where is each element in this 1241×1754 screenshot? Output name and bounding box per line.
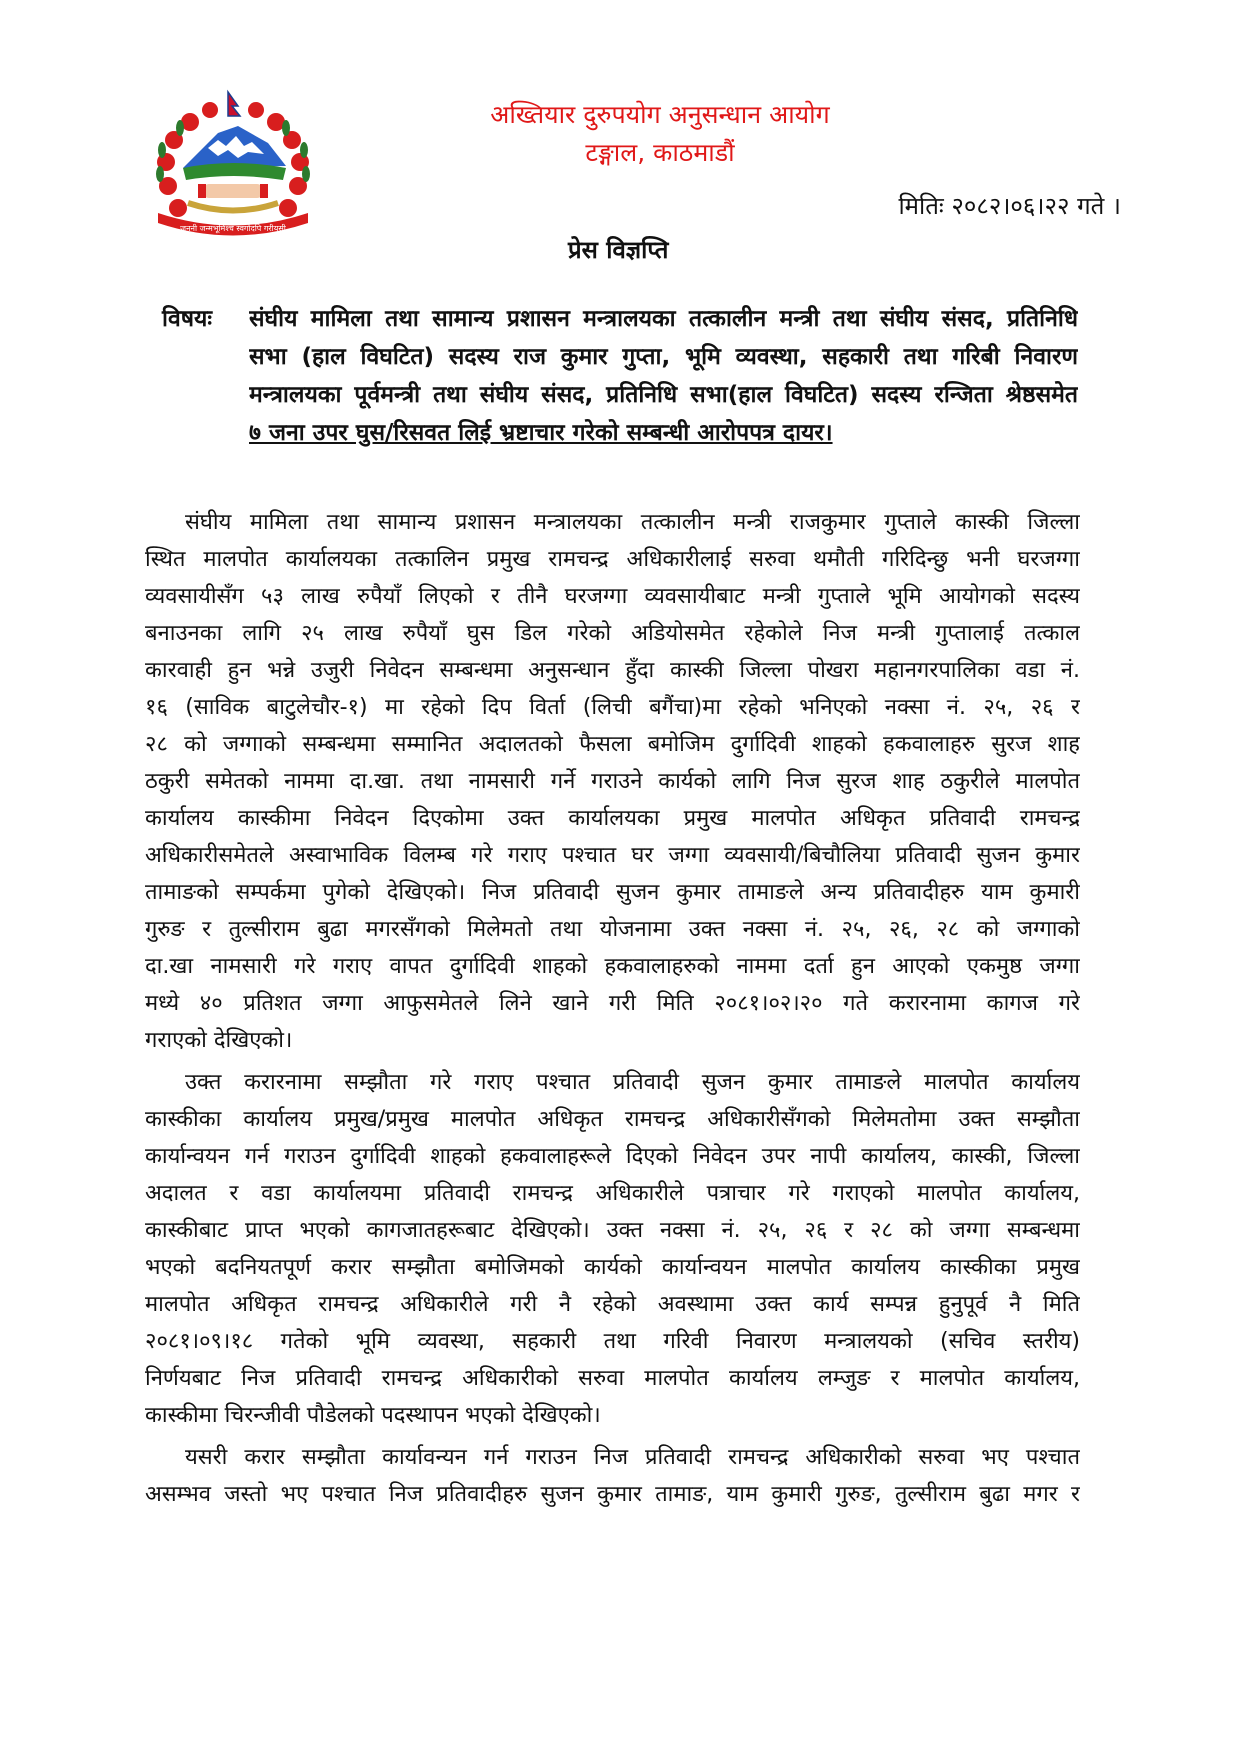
subject-line: सभा (हाल विघटित) सदस्य राज कुमार गुप्ता, भूमि व्यवस्था, सहकारी तथा गरिबी निवारण bbox=[249, 344, 1078, 370]
body-line: भएको बदनियतपूर्ण करार सम्झौता बमोजिमको कार्यको कार्यान्वयन मालपोत कार्यालय कास्कीका प्रमुख bbox=[145, 1255, 1080, 1280]
body-line: संघीय मामिला तथा सामान्य प्रशासन मन्त्रालयका तत्कालीन मन्त्री राजकुमार गुप्ताले कास्की जिल्ला bbox=[185, 510, 1080, 535]
subject-line: संघीय मामिला तथा सामान्य प्रशासन मन्त्रालयका तत्कालीन मन्त्री तथा संघीय संसद, प्रतिनिधि bbox=[249, 306, 1078, 332]
subject-line-underlined: ७ जना उपर घुस/रिसवत लिई भ्रष्टाचार गरेको सम्बन्धी आरोपपत्र दायर। bbox=[249, 420, 833, 446]
organization-name: अख्तियार दुरुपयोग अनुसन्धान आयोग bbox=[490, 100, 830, 129]
body-line: अदालत र वडा कार्यालयमा प्रतिवादी रामचन्द्र अधिकारीले पत्राचार गरे गराएको मालपोत कार्यालय, bbox=[145, 1181, 1080, 1206]
body-line: दा.खा नामसारी गरे गराए वापत दुर्गादिवी शाहको हकवालाहरुको नाममा दर्ता हुन आएको एकमुष्ठ जग्गा bbox=[145, 954, 1080, 979]
body-line: २८ को जग्गाको सम्बन्धमा सम्मानित अदालतको फैसला बमोजिम दुर्गादिवी शाहको हकवालाहरु सुरज शाह bbox=[145, 732, 1080, 757]
body-line: कारवाही हुन भन्ने उजुरी निवेदन सम्बन्धमा अनुसन्धान हुँदा कास्की जिल्ला पोखरा महानगरपालिका वडा नं. bbox=[145, 658, 1080, 683]
body-line: कार्यालय कास्कीमा निवेदन दिएकोमा उक्त कार्यालयका प्रमुख मालपोत अधिकृत प्रतिवादी रामचन्द्र bbox=[145, 806, 1080, 831]
subject-line: मन्त्रालयका पूर्वमन्त्री तथा संघीय संसद, प्रतिनिधि सभा(हाल विघटित) सदस्य रन्जिता श्रेष्ठसमेत bbox=[249, 382, 1078, 408]
body-line: १६ (साविक बाटुलेचौर-१) मा रहेको दिप विर्ता (लिची बगैंचा)मा रहेको भनिएको नक्सा नं. २५, २६ र bbox=[145, 695, 1080, 720]
body-line: उक्त करारनामा सम्झौता गरे गराए पश्चात प्रतिवादी सुजन कुमार तामाङले मालपोत कार्यालय bbox=[185, 1070, 1080, 1095]
emblem-motto: जननी जन्मभूमिश्च स्वर्गादपि गरीयसी bbox=[180, 224, 286, 233]
body-line: २०८१।०९।१८ गतेको भूमि व्यवस्था, सहकारी तथा गरिवी निवारण मन्त्रालयको (सचिव स्तरीय) bbox=[145, 1329, 1080, 1354]
body-line: अधिकारीसमेतले अस्वाभाविक विलम्ब गरे गराए पश्चात घर जग्गा व्यवसायी/बिचौलिया प्रतिवादी सुजन कुमार bbox=[145, 843, 1080, 868]
body-line: कार्यान्वयन गर्न गराउन दुर्गादिवी शाहको हकवालाहरूले दिएको निवेदन उपर नापी कार्यालय, कास्की, जिल्ला bbox=[145, 1144, 1080, 1169]
body-line: यसरी करार सम्झौता कार्यावन्यन गर्न गराउन निज प्रतिवादी रामचन्द्र अधिकारीको सरुवा भए पश्चात bbox=[185, 1445, 1080, 1470]
body-line: मालपोत अधिकृत रामचन्द्र अधिकारीले गरी नै रहेको अवस्थामा उक्त कार्य सम्पन्न हुनुपूर्व नै मिति bbox=[145, 1292, 1080, 1317]
body-line: ठकुरी समेतको नाममा दा.खा. तथा नामसारी गर्ने गराउने कार्यको लागि निज सुरज शाह ठकुरीले मालपोत bbox=[145, 769, 1080, 794]
body-line: व्यवसायीसँग ५३ लाख रुपैयाँ लिएको र तीनै घरजग्गा व्यवसायीबाट मन्त्री गुप्ताले भूमि आयोगको सदस्य bbox=[145, 584, 1080, 609]
body-line: कास्कीबाट प्राप्त भएको कागजातहरूबाट देखिएको। उक्त नक्सा नं. २५, २६ र २८ को जग्गा सम्बन्धमा bbox=[145, 1218, 1080, 1243]
body-line: असम्भव जस्तो भए पश्चात निज प्रतिवादीहरु सुजन कुमार तामाङ, याम कुमारी गुरुङ, तुल्सीराम बुढा मगर र bbox=[145, 1482, 1080, 1507]
document-title: प्रेस विज्ञप्ति bbox=[568, 236, 669, 264]
body-line: कास्कीका कार्यालय प्रमुख/प्रमुख मालपोत अधिकृत रामचन्द्र अधिकारीसँगको मिलेमतोमा उक्त सम्झौता bbox=[145, 1107, 1080, 1132]
body-line: तामाङको सम्पर्कमा पुगेको देखिएको। निज प्रतिवादी सुजन कुमार तामाङले अन्य प्रतिवादीहरु याम कुमारी bbox=[145, 880, 1080, 905]
organization-location: टङ्गाल, काठमाडौं bbox=[585, 138, 735, 167]
nepal-emblem-icon bbox=[148, 88, 318, 238]
body-line: गराएको देखिएको। bbox=[145, 1028, 293, 1053]
body-line: कास्कीमा चिरन्जीवी पौडेलको पदस्थापन भएको देखिएको। bbox=[145, 1403, 601, 1428]
subject-label: विषयः bbox=[162, 306, 213, 332]
body-line: मध्ये ४० प्रतिशत जग्गा आफुसमेतले लिने खाने गरी मिति २०८१।०२।२० गते करारनामा कागज गरे bbox=[145, 991, 1080, 1016]
body-line: बनाउनका लागि २५ लाख रुपैयाँ घुस डिल गरेको अडियोसमेत रहेकोले निज मन्त्री गुप्तालाई तत्काल bbox=[145, 621, 1080, 646]
body-line: निर्णयबाट निज प्रतिवादी रामचन्द्र अधिकारीको सरुवा मालपोत कार्यालय लम्जुङ र मालपोत कार्यालय, bbox=[145, 1366, 1080, 1391]
body-line: गुरुङ र तुल्सीराम बुढा मगरसँगको मिलेमतो तथा योजनामा उक्त नक्सा नं. २५, २६, २८ को जग्गाको bbox=[145, 917, 1080, 942]
document-date: मितिः २०८२।०६।२२ गते । bbox=[898, 192, 1121, 220]
body-line: स्थित मालपोत कार्यालयका तत्कालिन प्रमुख रामचन्द्र अधिकारीलाई सरुवा थमौती गरिदिन्छु भनी घरजग्गा bbox=[145, 547, 1080, 572]
